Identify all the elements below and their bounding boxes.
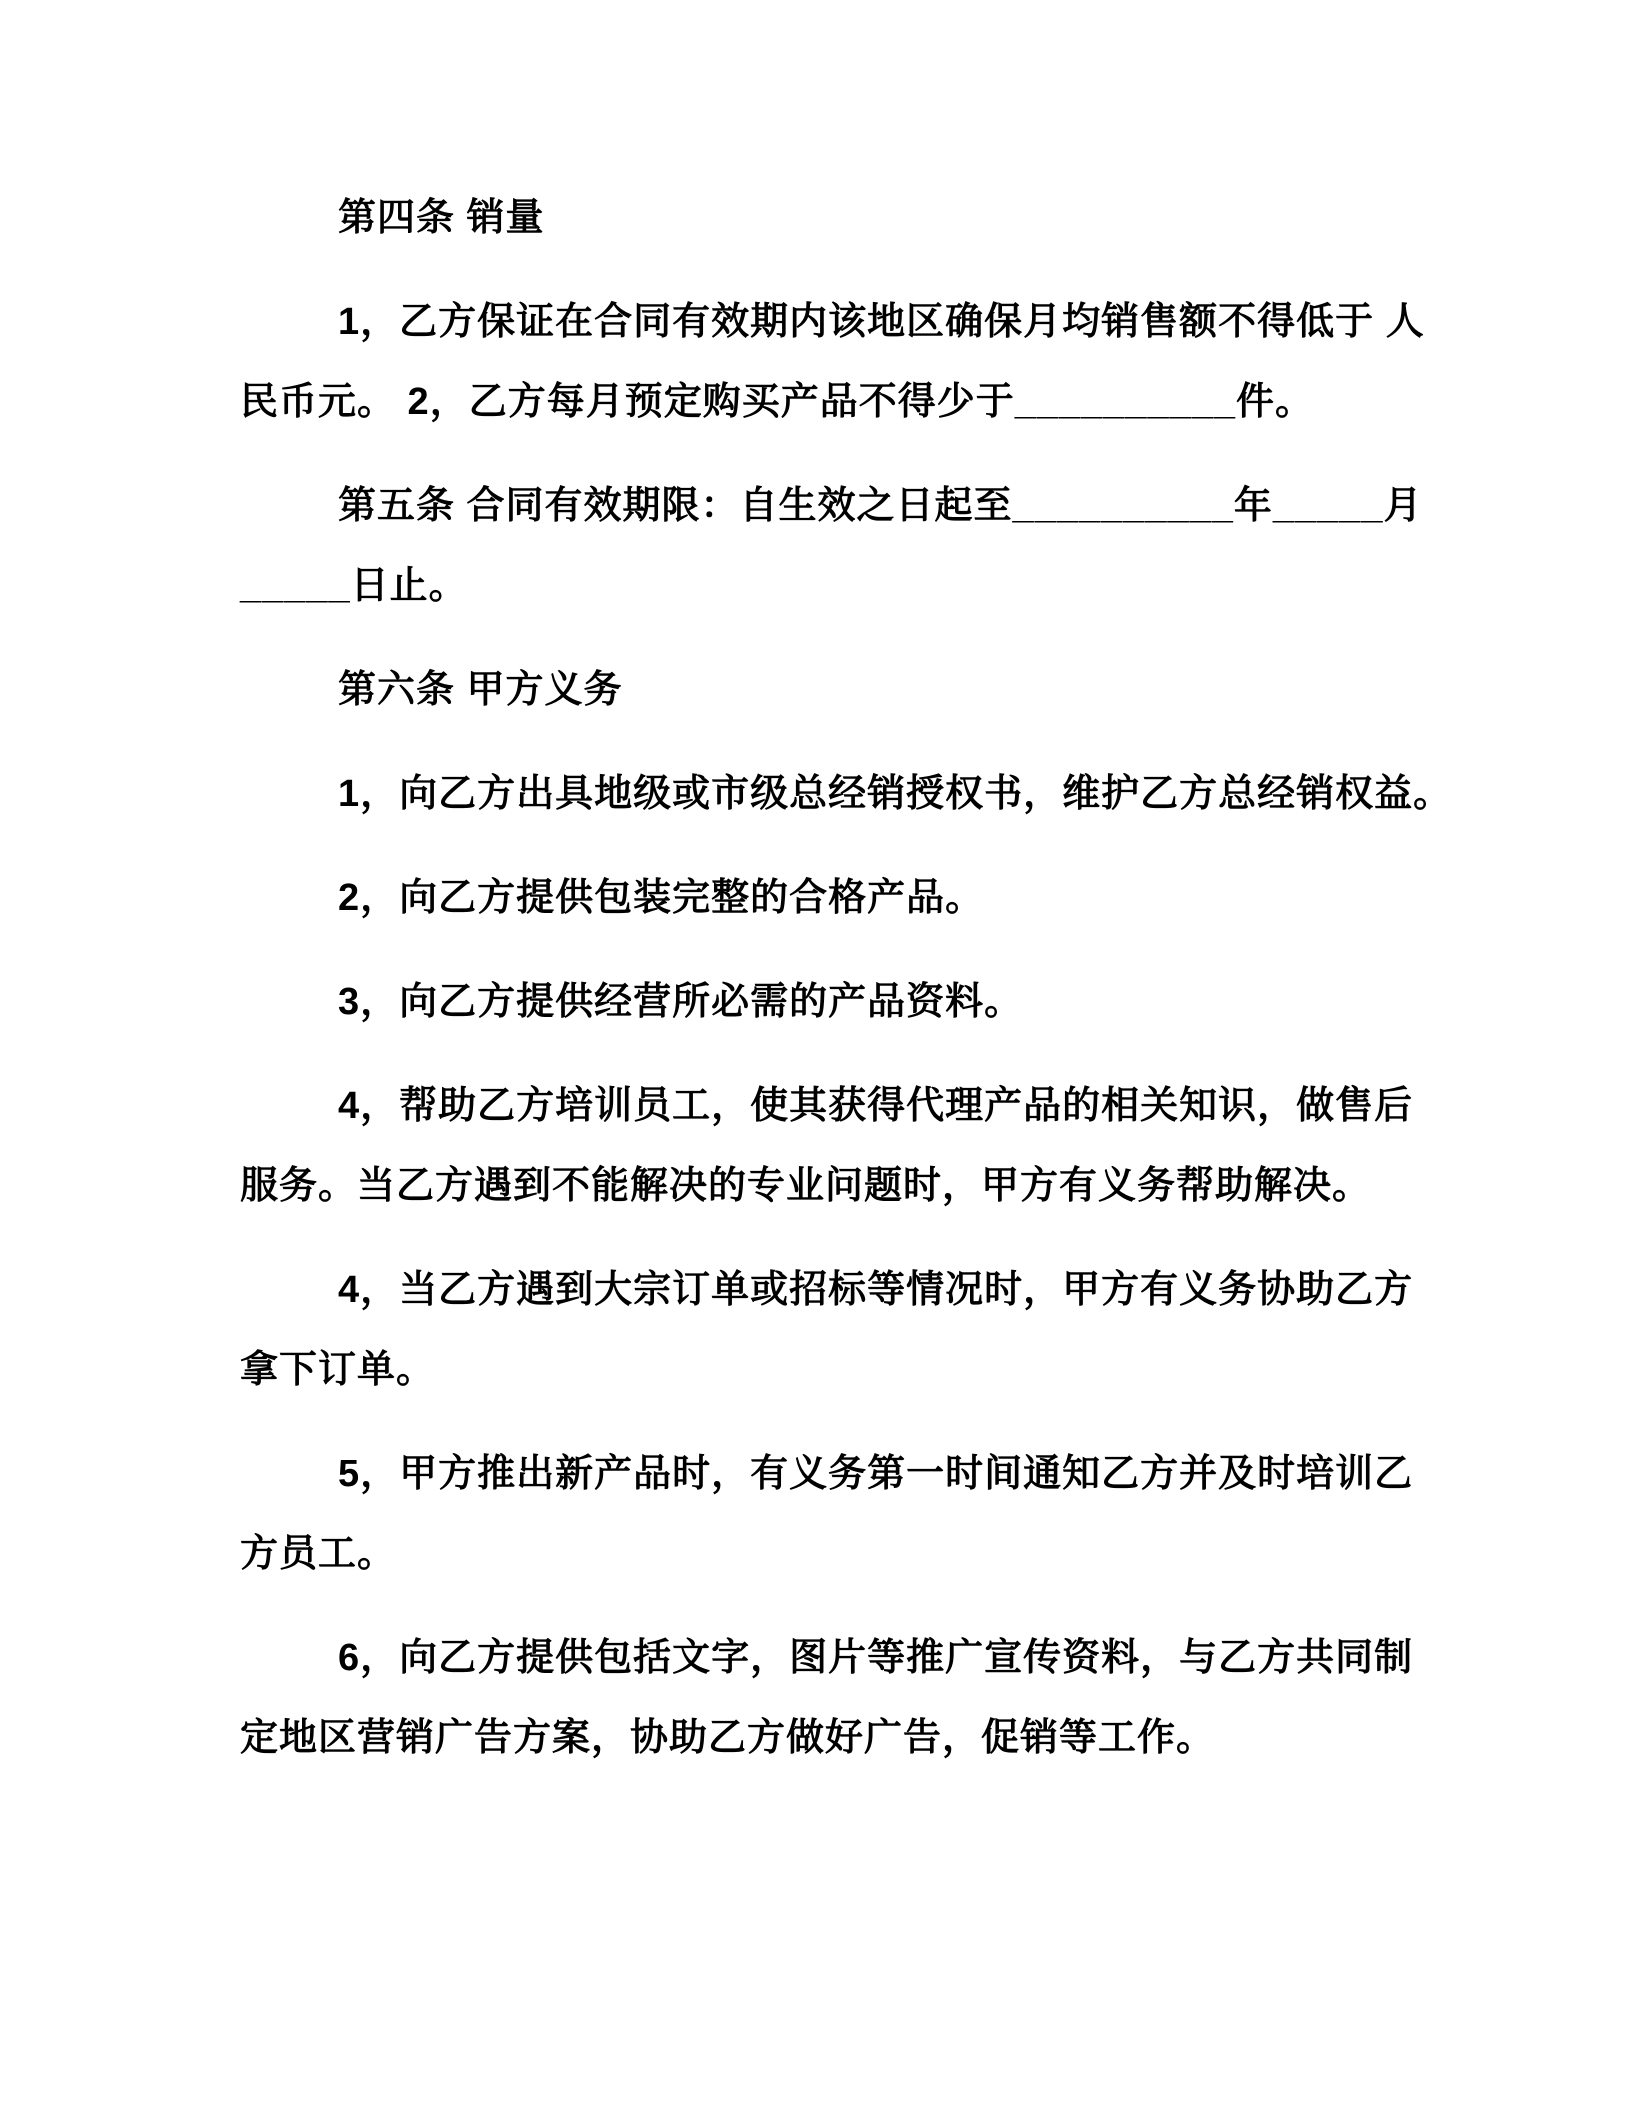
clause-6-heading-paragraph <box>240 650 1422 730</box>
clause-6-item-4-training-paragraph <box>240 1066 1422 1226</box>
clause-4-heading: 第四条 销量 <box>338 197 545 239</box>
clause-4-item-2-line-with-blank: 民币元。 2，乙方每月预定购买产品不得少于__________件。 <box>240 381 1315 423</box>
clause-6-item-4b-orders-paragraph <box>240 1250 1422 1410</box>
clause-6-item-4-line-1: 4，帮助乙方培训员工，使其获得代理产品的相关知识，做售后 <box>338 1085 1414 1127</box>
clause-6-item-6-paragraph <box>240 1618 1422 1778</box>
clause-6-item-5-line-2: 方员工。 <box>240 1533 397 1575</box>
clause-6-item-2: 2，向乙方提供包装完整的合格产品。 <box>338 877 985 919</box>
clause-5-day-blank-line: _____日止。 <box>240 565 468 607</box>
clause-6-item-4b-line-1: 4，当乙方遇到大宗订单或招标等情况时，甲方有义务协助乙方 <box>338 1269 1414 1311</box>
clause-4-heading-paragraph <box>240 178 1422 258</box>
clause-6-item-2-paragraph <box>240 858 1422 938</box>
clause-6-item-5-paragraph <box>240 1434 1422 1594</box>
clause-4-item-1-line-1: 1，乙方保证在合同有效期内该地区确保月均销售额不得低于 人 <box>338 301 1425 343</box>
clause-6-item-3-paragraph <box>240 962 1422 1042</box>
clause-5-validity-line-with-blanks: 第五条 合同有效期限：自生效之日起至__________年_____月 <box>338 485 1423 527</box>
clause-6-item-6-line-1: 6，向乙方提供包括文字，图片等推广宣传资料，与乙方共同制 <box>338 1637 1414 1679</box>
clause-6-item-3: 3，向乙方提供经营所必需的产品资料。 <box>338 981 1024 1023</box>
clause-5-paragraph <box>240 466 1422 626</box>
clause-6-item-4b-line-2: 拿下订单。 <box>240 1349 436 1391</box>
clause-6-item-1-paragraph <box>240 754 1453 834</box>
clause-6-item-6-line-2: 定地区营销广告方案，协助乙方做好广告，促销等工作。 <box>240 1717 1216 1759</box>
clause-6-heading: 第六条 甲方义务 <box>338 669 623 711</box>
clause-6-item-1: 1，向乙方出具地级或市级总经销授权书，维护乙方总经销权益。 <box>338 773 1453 815</box>
clause-4-body-paragraph <box>240 282 1425 442</box>
clause-6-item-4-line-2: 服务。当乙方遇到不能解决的专业问题时，甲方有义务帮助解决。 <box>240 1165 1372 1207</box>
clause-6-item-5-line-1: 5，甲方推出新产品时，有义务第一时间通知乙方并及时培训乙 <box>338 1453 1414 1495</box>
